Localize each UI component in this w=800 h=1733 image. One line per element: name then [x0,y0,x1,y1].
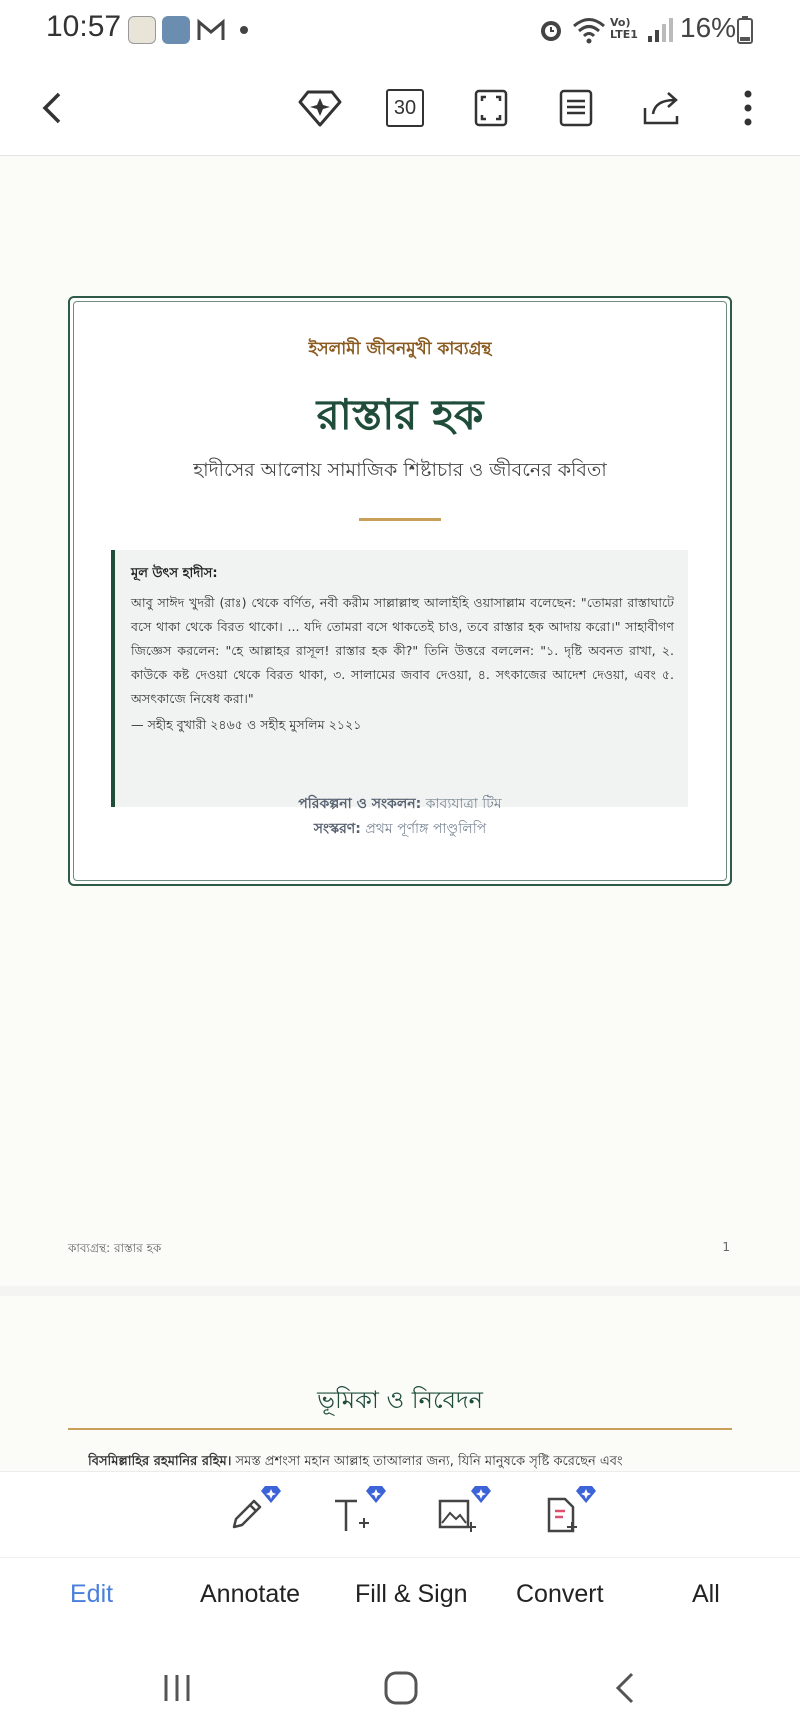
wifi-icon [572,16,606,48]
tab-fill-sign[interactable]: Fill & Sign [355,1580,468,1608]
gmail-icon [196,16,226,48]
tab-annotate[interactable]: Annotate [200,1580,301,1608]
network-label: Vo) LTE1 [610,16,638,41]
page2-bismillah: বিসমিল্লাহির রহমানির রহিম। [88,1454,232,1469]
premium-diamond-icon [470,1484,492,1504]
status-time: 10:57 [46,10,122,43]
hadith-quote-box [111,550,688,807]
pdf-page-1 [0,156,800,1286]
system-back-icon[interactable] [600,1665,650,1711]
more-icon[interactable] [724,84,772,132]
recent-apps-icon[interactable] [152,1665,202,1711]
cover-subtitle: হাদীসের আলোয় সামাজিক শিষ্টাচার ও জীবনের কবিতা [193,459,607,481]
page2-divider [68,1428,732,1430]
tab-convert[interactable]: Convert [516,1580,604,1608]
cover-divider [359,518,441,521]
page-count-badge: 30 [386,89,424,127]
credit-label-plan: পরিকল্পনা ও সংকলন: [298,796,422,812]
more-notifications-dot [240,26,248,34]
credit-value-edition: প্রথম পূর্ণাঙ্গ পাণ্ডুলিপি [365,821,487,837]
mode-tabs [0,1557,800,1643]
battery-icon [737,16,753,48]
battery-percent: 16% [680,12,737,43]
page2-title: ভূমিকা ও নিবেদন [317,1386,483,1414]
system-nav-bar [0,1643,800,1733]
add-text-tool[interactable] [321,1488,381,1542]
cover-kicker: ইসলামী জীবনমুখী কাব্যগ্রন্থ [308,339,492,359]
notification-app-icon [162,16,190,44]
fullscreen-icon[interactable] [467,84,515,132]
notification-app-icon [128,16,156,44]
page-footer-number: 1 [722,1240,730,1254]
home-icon[interactable] [376,1665,426,1711]
status-bar [0,0,800,60]
tab-all[interactable]: All [692,1580,720,1608]
premium-diamond-icon[interactable] [296,84,344,132]
alarm-icon [538,16,564,48]
cover-title: রাস্তার হক [316,390,484,439]
quote-heading: মূল উৎস হাদীস: [131,566,218,581]
tab-edit[interactable]: Edit [70,1580,114,1608]
share-icon[interactable] [638,84,686,132]
quote-source: — সহীহ বুখারী ২৪৬৫ ও সহীহ মুসলিম ২১২১ [131,717,362,732]
premium-diamond-icon [365,1484,387,1504]
edit-tools-bar [0,1471,800,1557]
premium-diamond-icon [575,1484,597,1504]
add-image-tool[interactable] [426,1488,486,1542]
signal-icon [646,16,674,48]
credit-value-plan: কাব্যযাত্রা টিম [425,796,502,812]
page-footer-title: কাব্যগ্রন্থ: রাস্তার হক [68,1241,162,1255]
credit-label-edition: সংস্করণ: [313,821,361,837]
page2-first-line [88,1452,728,1471]
document-viewer[interactable] [0,156,800,1471]
cover-credits [0,792,800,842]
premium-diamond-icon [260,1484,282,1504]
page2-text: সমস্ত প্রশংসা মহান আল্লাহ তাআলার জন্য, যিনি মানুষকে সৃষ্টি করেছেন এবং [231,1454,623,1469]
reading-mode-icon[interactable] [552,84,600,132]
quote-body: আবু সাঈদ খুদরী (রাঃ) থেকে বর্ণিত, নবী করীম সাল্লাল্লাহু আলাইহি ওয়াসাল্লাম বলেছেন: "তোমরা রাস্তাঘাটে বসে থাকা থেকে বিরত থাকো। ... যদি তোমরা বসে থাকতেই চাও, তবে রাস্তার হক আদায় করো।" সাহাবীগণ জিজ্ঞেস করলেন: "হে আল্লাহর রাসূল! রাস্তার হক কী?" তিনি উত্তরে বললেন: "১. দৃষ্টি অবনত রাখা, ২. কাউকে কষ্ট দেওয়া থেকে বিরত থাকা, ৩. সালামের জবাব দেওয়া, ৪. সৎকাজের আদেশ দেওয়া, এবং ৫. অসৎকাজে নিষেধ করা।" [131,595,674,706]
add-file-tool[interactable] [531,1488,591,1542]
page-count-icon[interactable] [381,84,429,132]
top-toolbar [0,60,800,156]
edit-pen-tool[interactable] [216,1488,276,1542]
back-icon[interactable] [28,84,76,132]
